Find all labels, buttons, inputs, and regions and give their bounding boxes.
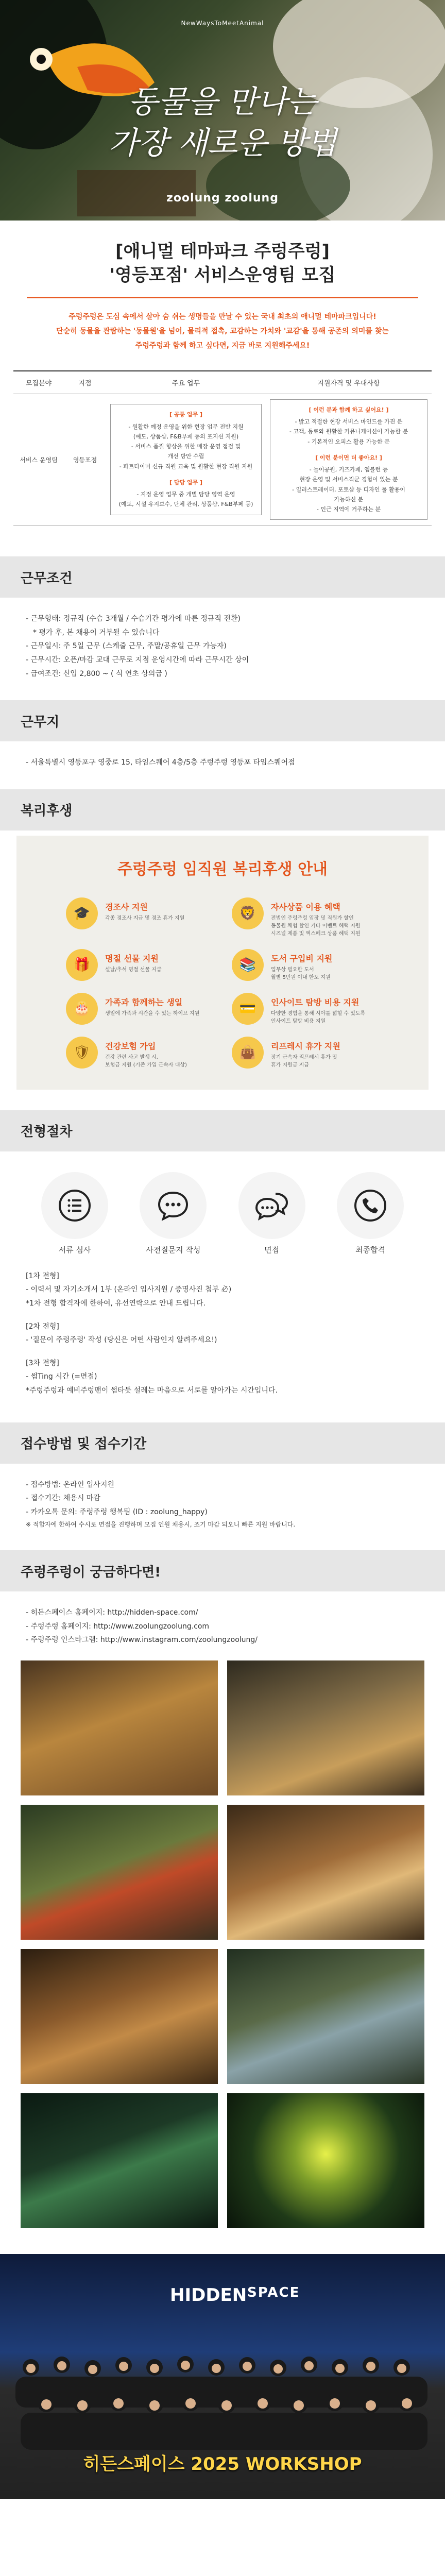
welfare-item — [66, 993, 221, 1025]
process-details — [0, 1255, 445, 1412]
welfare-desc: 전법인 주렁주렁 입장 및 직원가 할인 동물원 체험 할인 기타 이벤트 혜택 지원 시즈널 제품 및 엑스페크 상품 혜택 지원 — [271, 915, 361, 937]
chat-bubble-icon — [140, 1172, 207, 1239]
title-divider — [27, 297, 418, 298]
section-heading-apply: 접수방법 및 접수기간 — [0, 1422, 445, 1464]
duties-cell — [106, 394, 266, 526]
process-group — [26, 1269, 419, 1311]
qualification-line: - 인근 지역에 거주하는 분 — [316, 506, 381, 513]
welfare-item — [232, 1037, 387, 1069]
workshop-banner-hidden: HIDDEN — [170, 2284, 247, 2306]
welfare-title: 건강보험 가입 — [105, 1041, 156, 1051]
welfare-desc: 설날/추석 명절 선물 지급 — [105, 967, 162, 973]
phone-icon — [337, 1172, 404, 1239]
process-note: *1차 전형 합격자에 한하여, 유선연락으로 안내 드립니다. — [26, 1299, 206, 1308]
qualification-box — [270, 399, 427, 520]
qualification-heading: [ 이런 분이면 더 좋아요! ] — [315, 454, 382, 461]
hero-headline-line1: 동물을 만나는 — [128, 84, 317, 120]
process-group-head: [1차 전형] — [26, 1272, 59, 1280]
duty-line: - 서비스 품질 향상을 위한 매장 운영 점검 및 — [131, 443, 241, 450]
document-list-icon — [41, 1172, 108, 1239]
welfare-title: 자사상품 이용 혜택 — [271, 902, 340, 912]
hero-banner — [0, 0, 445, 221]
welfare-icon: 🦁 — [232, 897, 264, 929]
duty-line: (예도, 상품샵, F&B부페 동의 포지션 지원) — [133, 433, 239, 440]
location-line: - 서울특별시 영등포구 영중로 15, 타임스퀘어 4층/5층 주렁주렁 영등포 타임스퀘어점 — [26, 758, 295, 767]
condition-line: - 근무일시: 주 5일 근무 (스케줄 근무, 주말/공휴일 근무 가능자) — [26, 642, 227, 651]
welfare-grid — [16, 897, 429, 1069]
condition-line: - 급여조건: 신입 2,800 ~ ( 식 연초 상의급 ) — [26, 669, 167, 678]
gallery-photo — [227, 1805, 424, 1940]
table-row — [13, 394, 432, 526]
qualification-line: - 기본적인 오피스 활용 가능한 분 — [307, 438, 390, 445]
brand-logo: zoolung zoolung — [166, 192, 279, 205]
hero-tagline: NewWaysToMeetAnimal — [181, 20, 264, 27]
welfare-title: 가족과 함께하는 생일 — [105, 997, 183, 1007]
table-header: 모집분야 — [13, 371, 64, 394]
intro-line: 주렁주렁과 함께 하고 싶다면, 지금 바로 지원해주세요! — [135, 341, 310, 350]
table-header: 지원자격 및 우대사항 — [266, 371, 432, 394]
welfare-icon: 📚 — [232, 949, 264, 981]
posting-title-line1: [애니멀 테마파크 주렁주렁] — [115, 241, 330, 262]
duties-box — [110, 404, 262, 515]
welfare-item — [232, 897, 387, 938]
hero-headline-line2: 가장 새로운 방법 — [108, 125, 337, 161]
welfare-desc: 건강 관련 사고 발생 시, 보험금 지원 (기존 가입 근속자 대상) — [105, 1054, 187, 1068]
welfare-desc: 생일에 가족과 시간을 수 있는 하이브 지원 — [105, 1010, 200, 1016]
qualification-line: 현장 운영 및 서비스직군 경험이 있는 분 — [299, 476, 398, 483]
welfare-item — [232, 949, 387, 981]
apply-line: - 접수기간: 채용시 마감 — [26, 1494, 100, 1503]
qualification-line: - 고객, 동료와 원활한 커뮤니케이션이 가능한 분 — [289, 428, 408, 435]
gallery-photo — [21, 1660, 218, 1795]
duty-line: - 지정 운영 업무 중 개별 담당 영역 운영 — [136, 491, 235, 498]
apply-line: - 접수방법: 온라인 입사지원 — [26, 1480, 114, 1489]
duties-heading: [ 담당 업무 ] — [169, 479, 203, 486]
apply-note: ※ 적합자에 한하여 수시로 면접을 진행하며 모집 인원 채용시, 조기 마감 되오니 빠른 지원 바랍니다. — [26, 1521, 296, 1529]
welfare-card — [16, 836, 429, 1090]
welfare-icon: 🎂 — [66, 993, 98, 1025]
welfare-title: 인사이트 탐방 비용 지원 — [271, 997, 360, 1007]
process-step — [238, 1172, 305, 1255]
process-group-head: [2차 전형] — [26, 1322, 59, 1331]
process-steps — [0, 1151, 445, 1255]
links-body — [0, 1591, 445, 1651]
instagram-link[interactable]: - 주렁주렁 인스타그램: http://www.instagram.com/zoolungzoolung/ — [26, 1636, 258, 1645]
table-header: 주요 업무 — [106, 371, 266, 394]
condition-line: - 근무형태: 정규직 (수습 3개월 / 수습기간 평가에 따른 정규직 전환) — [26, 615, 241, 623]
welfare-item — [66, 1037, 221, 1069]
process-step — [140, 1172, 207, 1255]
welfare-title: 명절 선물 지원 — [105, 953, 159, 963]
gallery-photo — [227, 2093, 424, 2228]
apply-line: - 카카오톡 문의: 주렁주렁 행복팀 (ID : zoolung_happy) — [26, 1507, 208, 1516]
welfare-text — [271, 993, 365, 1025]
welfare-text — [105, 1037, 187, 1069]
qualification-heading: [ 이런 분과 함께 하고 싶어요! ] — [309, 406, 389, 413]
section-heading-curious: 주렁주렁이 궁금하다면! — [0, 1550, 445, 1591]
gallery-photo — [21, 1949, 218, 2084]
location-body — [0, 741, 445, 784]
process-note: *주렁주렁과 예비주렁맨이 썸타듯 설레는 마음으로 서로를 알아가는 시간입니다. — [26, 1386, 278, 1395]
gallery-photo — [227, 1949, 424, 2084]
process-step-label: 면접 — [264, 1245, 280, 1255]
welfare-text — [105, 949, 162, 974]
recruit-table — [13, 370, 432, 526]
welfare-item — [232, 993, 387, 1025]
duty-line: - 파트타이머 신규 직원 교육 및 원활한 현장 직원 지원 — [119, 463, 253, 470]
condition-line: - 근무시간: 오픈/마감 교대 근무로 지점 운영시간에 따라 근무시간 상이 — [26, 656, 249, 665]
process-group — [26, 1357, 419, 1398]
process-step-label: 최종합격 — [355, 1245, 385, 1255]
process-line: - '질문이 주렁주렁' 작성 (당신은 어떤 사람인지 알려주세요!) — [26, 1336, 217, 1345]
qualification-line: 가능하신 분 — [334, 496, 364, 503]
workshop-banner-space: SPACE — [247, 2284, 300, 2300]
posting-title-section — [0, 221, 445, 536]
qualification-line: - 밝고 적절한 현장 서비스 마인드를 가진 분 — [295, 418, 403, 426]
welfare-card-title: 주렁주렁 임직원 복리후생 안내 — [117, 860, 328, 878]
welfare-text — [271, 1037, 340, 1069]
process-line: - 썸Ting 시간 (=면접) — [26, 1372, 97, 1381]
welfare-text — [105, 897, 184, 922]
process-step — [41, 1172, 108, 1255]
process-step-label: 서류 심사 — [58, 1245, 91, 1255]
welfare-icon: 🛡 — [66, 1037, 98, 1069]
welfare-icon: 👜 — [232, 1037, 264, 1069]
work-conditions-body — [0, 598, 445, 695]
duty-line: - 원활한 예정 운영을 위한 현장 업무 전반 지원 — [128, 423, 244, 430]
photo-gallery — [0, 1651, 445, 2228]
duty-line: (예도, 시설 유지보수, 단체 관리, 상품샵, F&B부페 등) — [118, 501, 253, 508]
table-header: 지점 — [64, 371, 106, 394]
welfare-icon: 🎁 — [66, 949, 98, 981]
conversation-icon — [238, 1172, 305, 1239]
duty-line: 개선 방안 수립 — [167, 453, 204, 460]
welfare-text — [105, 993, 199, 1018]
workshop-group-photo — [0, 2254, 445, 2499]
homepage-link[interactable]: - 주렁주렁 홈페이지: http://www.zoolungzoolung.com — [26, 1622, 210, 1631]
branch-cell: 영등포점 — [64, 394, 106, 526]
intro-line: 단순히 동물을 관람하는 '동물원'을 넘어, 물리적 접촉, 교감하는 가치와 '교감'을 통해 공존의 의미를 찾는 — [56, 327, 389, 335]
condition-note: * 평가 후, 본 채용이 거부될 수 있습니다 — [33, 628, 160, 637]
welfare-desc: 업무상 필요한 도서 월별 5만원 이내 한도 지원 — [271, 967, 331, 980]
process-line: - 이력서 및 자기소개서 1부 (온라인 입사지원 / 증명사진 첨부 必) — [26, 1285, 232, 1294]
apply-body — [0, 1464, 445, 1546]
gallery-photo — [21, 1805, 218, 1940]
gallery-photo — [21, 2093, 218, 2228]
welfare-title: 경조사 지원 — [105, 902, 148, 912]
qualification-cell — [266, 394, 432, 526]
welfare-icon: 🎓 — [66, 897, 98, 929]
process-step-label: 사전질문지 작성 — [146, 1245, 201, 1255]
section-heading-welfare: 복리후생 — [0, 789, 445, 831]
workshop-title: 히든스페이스 2025 WORKSHOP — [83, 2453, 362, 2475]
section-heading-work-conditions: 근무조건 — [0, 556, 445, 598]
process-step — [337, 1172, 404, 1255]
welfare-desc: 각종 경조사 지급 및 경조 휴가 지원 — [105, 915, 185, 921]
intro-line: 주렁주렁은 도심 속에서 살아 숨 쉬는 생명들을 만날 수 있는 국내 최초의 애니멀 테마파크입니다! — [69, 312, 376, 321]
welfare-title: 리프레시 휴가 지원 — [271, 1041, 340, 1051]
qualification-line: - 놀이공원, 키즈카페, 엠블런 등 — [309, 466, 388, 473]
welfare-item — [66, 897, 221, 938]
intro-text — [0, 310, 445, 353]
posting-title-line2: '영등포점' 서비스운영팀 모집 — [109, 264, 336, 285]
welfare-desc: 장기 근속자 리프레시 휴가 및 휴가 지원금 지급 — [271, 1054, 337, 1068]
welfare-title: 도서 구입비 지원 — [271, 953, 333, 963]
section-heading-location: 근무지 — [0, 700, 445, 741]
qualification-line: - 일러스트레이터, 포토샵 등 디자인 툴 활용이 — [292, 486, 405, 493]
duties-heading: [ 공통 업무 ] — [169, 411, 203, 418]
welfare-desc: 다양한 경험을 통해 시야를 넓힐 수 있도록 인사이트 탐방 비용 지원 — [271, 1010, 366, 1024]
process-group — [26, 1320, 419, 1347]
field-cell: 서비스 운영팀 — [13, 394, 64, 526]
welfare-icon: 💳 — [232, 993, 264, 1025]
welfare-text — [271, 897, 361, 938]
section-heading-process: 전형절차 — [0, 1110, 445, 1151]
welfare-text — [271, 949, 332, 981]
crowd-illustration — [0, 2347, 445, 2450]
welfare-item — [66, 949, 221, 981]
process-group-head: [3차 전형] — [26, 1359, 59, 1367]
homepage-link[interactable]: - 히든스페이스 홈페이지: http://hidden-space.com/ — [26, 1608, 198, 1617]
gallery-photo — [227, 1660, 424, 1795]
